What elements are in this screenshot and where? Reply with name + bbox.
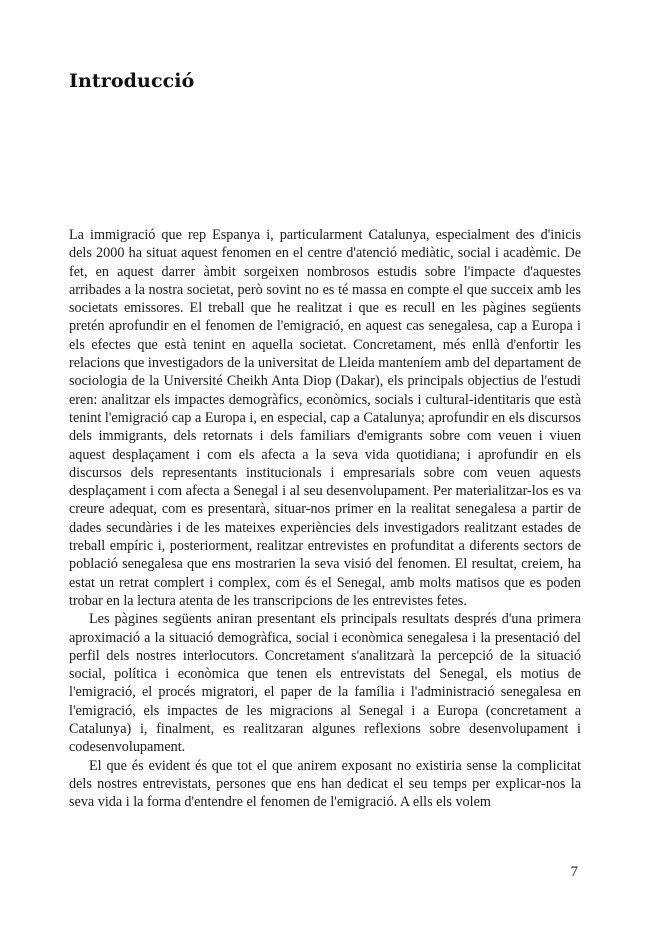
chapter-title: Introducció <box>69 70 195 92</box>
body-text <box>69 226 581 812</box>
paragraph: Les pàgines següents aniran presentant els principals resultats després d'una primera aproximació a la situació demogràfica, social i econòmica senegalesa i la presentació del perfil dels nostres interlocutors. Concretament s'analitzarà la percepció de la situació social, política i econòmica que tenen els entrevistats del Senegal, els motius de l'emigració, el procés migratori, el paper de la família i l'administració senegalesa en l'emigració, els impactes de les migracions al Senegal i a Europa (concretament a Catalunya) i, finalment, es realitzaran algunes reflexions sobre desenvolupament i codesenvolupament. <box>69 611 581 756</box>
page-number: 7 <box>570 864 578 880</box>
paragraph: El que és evident és que tot el que anirem exposant no existiria sense la complicitat dels nostres entrevistats, persones que ens han dedicat el seu temps per explicar-nos la seva vida i la forma d'entendre el fenomen de l'emigració. A ells els volem <box>69 757 581 811</box>
paragraph: La immigració que rep Espanya i, particularment Catalunya, especialment des d'inicis dels 2000 ha situat aquest fenomen en el centre d'atenció mediàtic, social i acadèmic. De fet, en aquest darrer àmbit sorgeixen nombrosos estudis sobre l'impacte d'aquestes arribades a la nostra societat, però sovint no es té massa en compte el que succeix amb les societats emissores. El treball que he realitzat i que es recull en les pàgines següents pretén aprofundir en el fenomen de l'emigració, en aquest cas senegalesa, cap a Europa i els efectes que està tenint en aquella societat. Concretament, més enllà d'enfortir les relacions que investigadors de la universitat de Lleida manteníem amb del departament de sociologia de la Université Cheikh Anta Diop (Dakar), els principals objectius de l'estudi eren: analitzar els impactes demogràfics, econòmics, socials i cultural-identitaris que està tenint l'emigració cap a Europa i, en especial, cap a Catalunya; aprofundir en els discursos dels immigrants, dels retornats i dels familiars d'emigrants sobre com veuen i viuen aquest desplaçament i com els afecta a la seva vida quotidiana; i aprofundir en els discursos dels representants institucionals i empresarials sobre com veuen aquests desplaçament i com afecta a Senegal i al seu desenvolupament. Per materialitzar-los es va creure adequat, com es presentarà, situar-nos primer en la realitat senegalesa a partir de dades secundàries i de les mateixes experiències dels investigadors realitzant estades de treball empíric i, posteriorment, realitzar entrevistes en profunditat a diferents sectors de població senegalesa que ens mostrarien la seva visió del fenomen. El resultat, creiem, ha estat un retrat complert i complex, com és el Senegal, amb molts matisos que es poden trobar en la lectura atenta de les transcripcions de les entrevistes fetes. <box>69 227 581 609</box>
